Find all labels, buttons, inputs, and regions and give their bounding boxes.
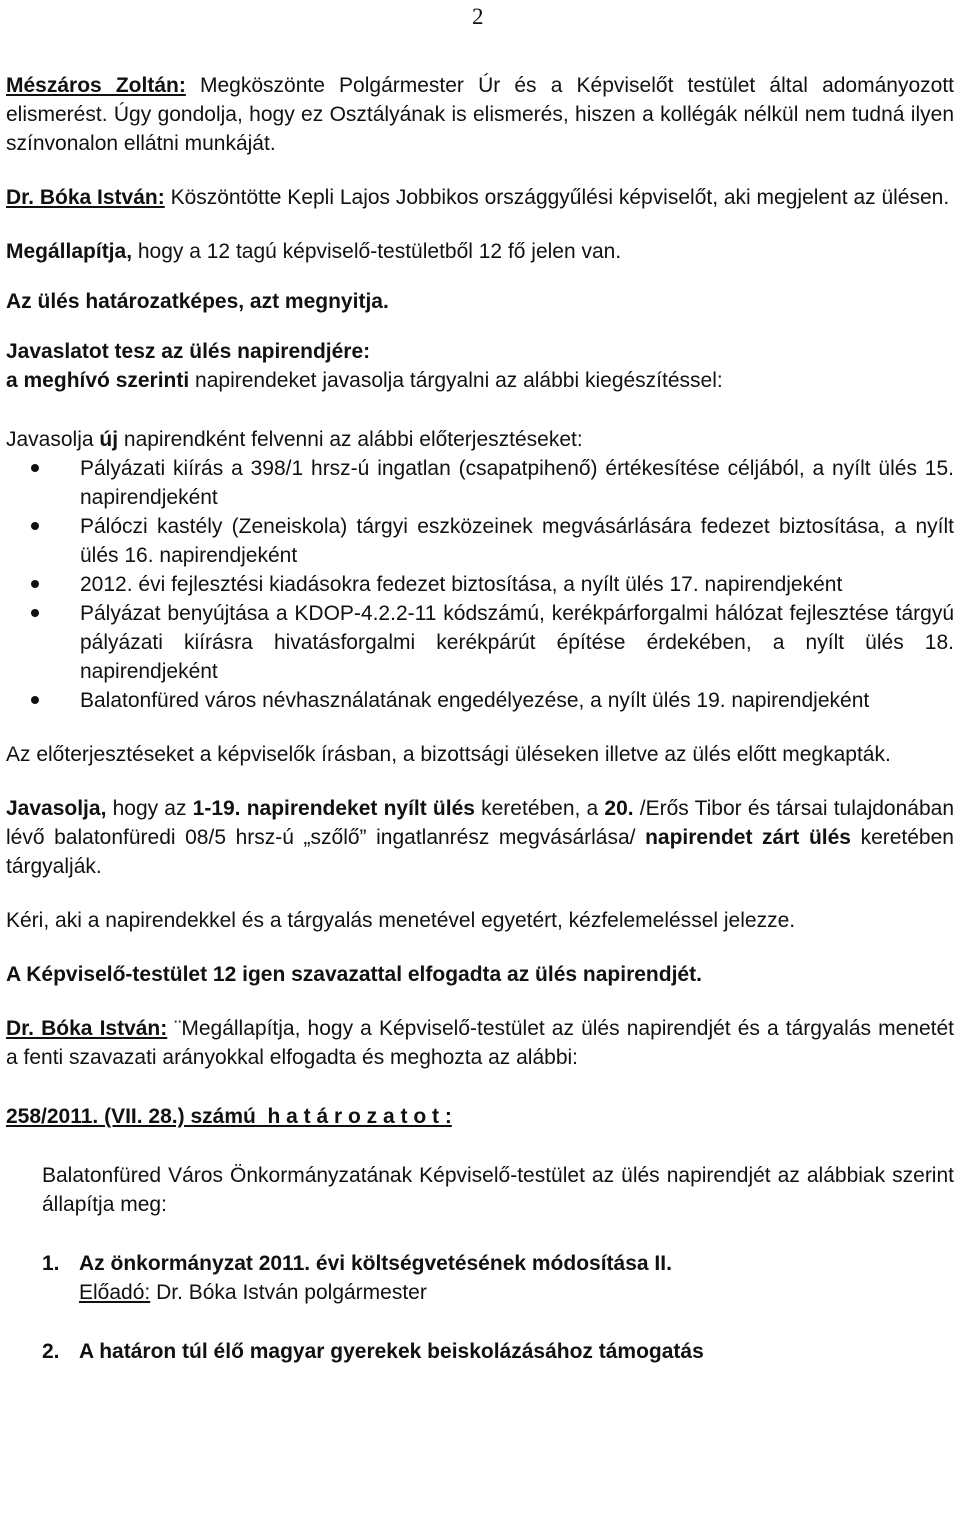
paragraph-boka-statement xyxy=(6,1014,954,1072)
paragraph-text: hogy a 12 tagú képviselő-testületből 12 fő jelen van. xyxy=(132,240,622,263)
speaker-name: Dr. Bóka István: xyxy=(6,186,165,209)
bold-lead: Megállapítja, xyxy=(6,240,133,263)
paragraph-opening xyxy=(6,287,954,316)
presenter-label: Előadó: xyxy=(79,1281,151,1304)
resolution-text: Balatonfüred Város Önkormányzatának Képviselő-testület az ülés napirendjét az alábbiak szerint állapítja meg: xyxy=(42,1164,954,1216)
paragraph-meszaros xyxy=(6,71,954,158)
paragraph-session-proposal: Javasolja, hogy az 1-19. napirendeket nyílt ülés keretében, a 20. /Erős Tibor és társai tulajdonában lévő balatonfüredi 08/5 hrsz-ú „szőlő” ingatlanrész megvásárlása/ napirendet zárt ülés keretében tárgyalják. xyxy=(6,797,954,878)
vote-result: A Képviselő-testület 12 igen szavazattal elfogadta az ülés napirendjét. xyxy=(6,963,702,986)
paragraph-text: Megköszönte Polgármester Úr és a Képviselőt testület által adományozott elismerést. Úgy gondolja, hogy ez Osztályának is elismerés, hiszen a kollégák nélkül nem tudná ilyen színvonalon ellátni munkáját. xyxy=(6,74,954,155)
agenda-proposal-heading: Javaslatot tesz az ülés napirendjére: xyxy=(6,340,371,363)
paragraph-quorum xyxy=(6,237,954,266)
list-item: Balatonfüred város névhasználatának engedélyezése, a nyílt ülés 19. napirendjeként xyxy=(6,686,954,715)
paragraph-text: Köszöntötte Kepli Lajos Jobbikos országgyűlési képviselőt, aki megjelent az ülésen. xyxy=(164,186,950,209)
resolution-title: 258/2011. (VII. 28.) számú h a t á r o z a t o t : xyxy=(6,1105,452,1128)
agenda-item-2 xyxy=(6,1337,954,1366)
opening-statement: Az ülés határozatképes, azt megnyitja. xyxy=(6,290,389,313)
item-title: Az önkormányzat 2011. évi költségvetésének módosítása II. xyxy=(79,1252,672,1275)
paragraph-text: napirendeket javasolja tárgyalni az alábbi kiegészítéssel: xyxy=(189,369,723,392)
document-body xyxy=(6,71,954,1366)
bold-lead: a meghívó szerinti xyxy=(6,369,190,392)
list-item: Pályázati kiírás a 398/1 hrsz-ú ingatlan (csapatpihenő) értékesítése céljából, a nyílt ülés 15. napirendjeként xyxy=(6,454,954,512)
paragraph-vote-request: Kéri, aki a napirendekkel és a tárgyalás menetével egyetért, kézfelemeléssel jelezze. xyxy=(6,909,796,932)
speaker-name: Mészáros Zoltán: xyxy=(6,74,186,97)
paragraph-new-items: Javasolja új napirendként felvenni az alábbi előterjesztéseket: xyxy=(6,428,583,451)
item-title: A határon túl élő magyar gyerekek beiskolázásához támogatás xyxy=(79,1340,704,1363)
presenter-name: Dr. Bóka István polgármester xyxy=(150,1281,427,1304)
paragraph-agenda-proposal xyxy=(6,337,954,395)
list-item: Pályázat benyújtása a KDOP-4.2.2-11 kódszámú, kerékpárforgalmi hálózat fejlesztése tárgyú pályázati kiírásra hivatásforgalmi kerékpárút építése érdekében, a nyílt ülés 18. napirendjeként xyxy=(6,599,954,686)
paragraph-vote-result xyxy=(6,960,954,989)
agenda-item-1 xyxy=(6,1249,954,1307)
page-number: 2 xyxy=(472,4,484,29)
list-item: 2012. évi fejlesztési kiadásokra fedezet biztosítása, a nyílt ülés 17. napirendjeként xyxy=(6,570,954,599)
paragraph-boka-greeting xyxy=(6,183,954,212)
paragraph-text: ¨Megállapítja, hogy a Képviselő-testület az ülés napirendjét és a tárgyalás menetét a fenti szavazati arányokkal elfogadta és meghozta az alábbi: xyxy=(6,1017,954,1069)
new-agenda-list xyxy=(6,454,954,715)
item-number: 1. xyxy=(42,1252,60,1275)
item-number: 2. xyxy=(42,1340,60,1363)
list-item: Pálóczi kastély (Zeneiskola) tárgyi eszközeinek megvásárlására fedezet biztosítása, a nyílt ülés 16. napirendjeként xyxy=(6,512,954,570)
paragraph-received: Az előterjesztéseket a képviselők írásban, a bizottsági üléseken illetve az ülés előtt megkapták. xyxy=(6,743,891,766)
speaker-name: Dr. Bóka István: xyxy=(6,1017,168,1040)
